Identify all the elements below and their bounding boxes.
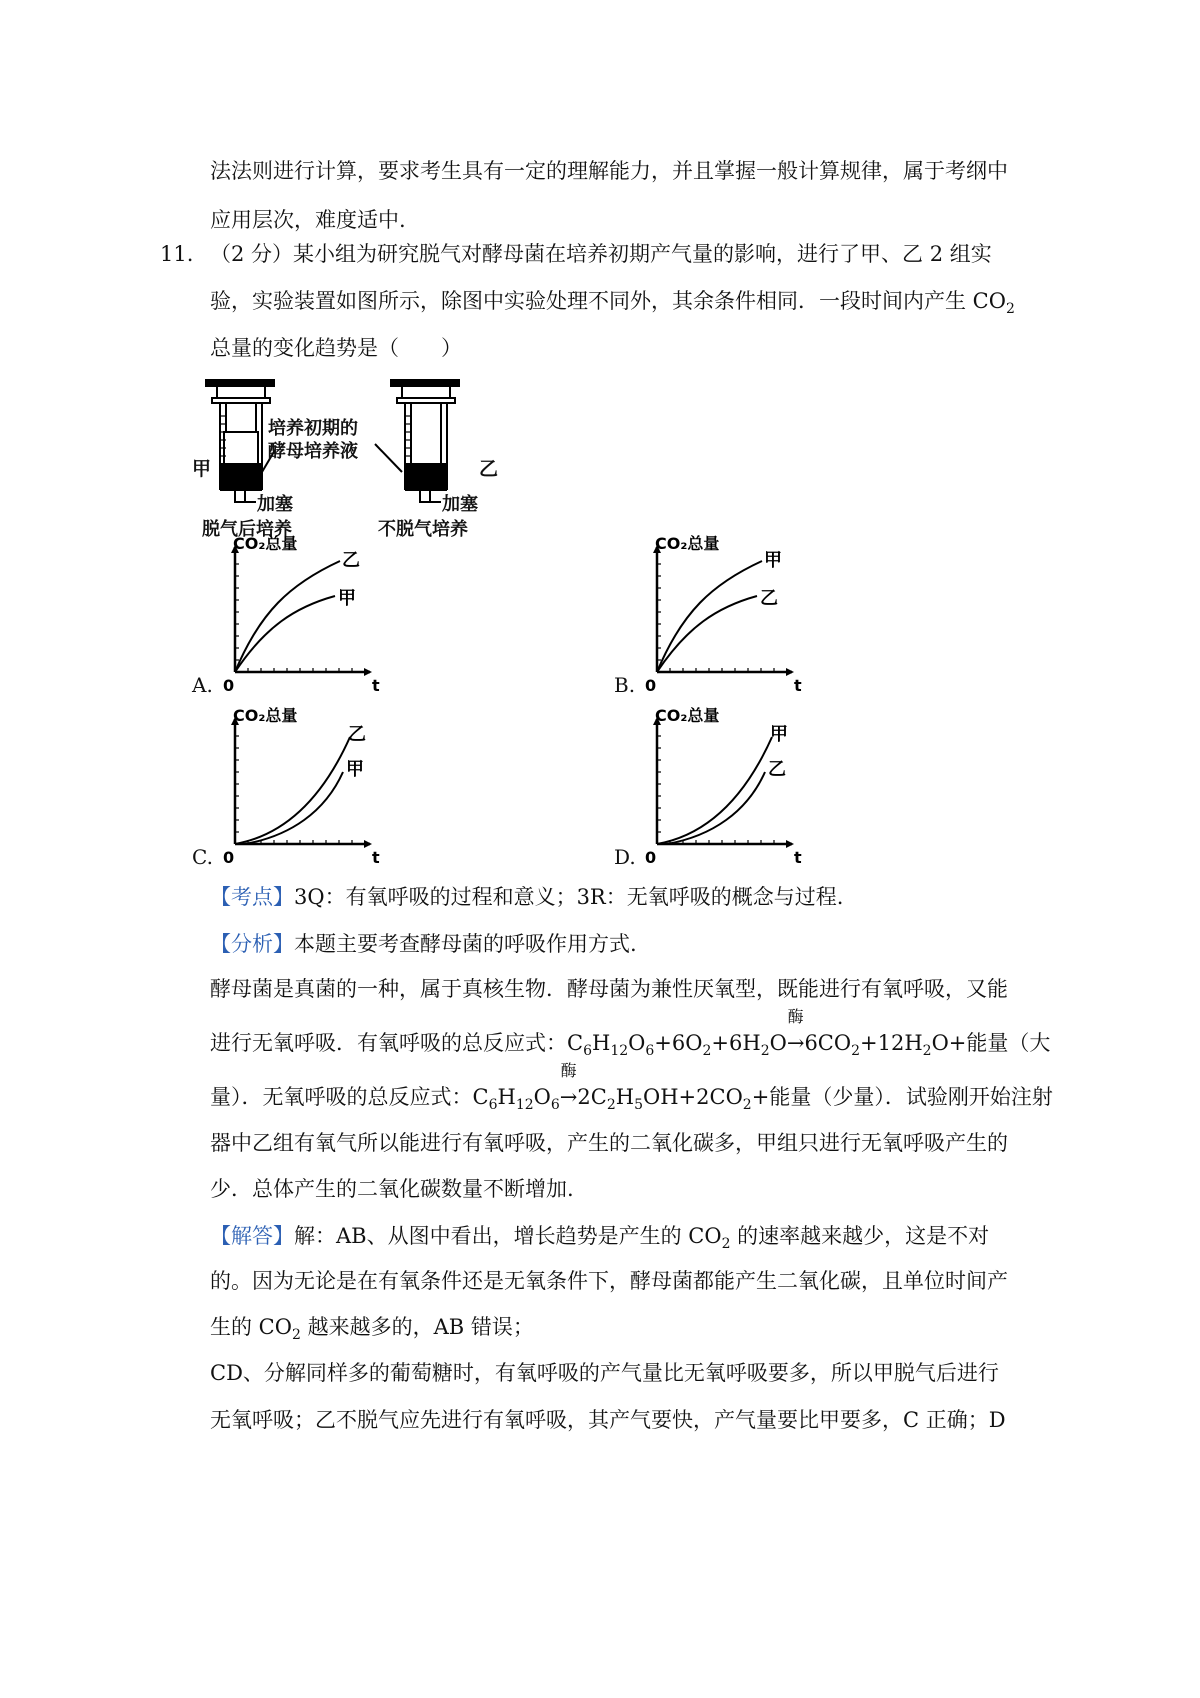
callout-text: 酵母培养液	[268, 441, 358, 462]
curve-bottom	[657, 596, 757, 672]
analysis-line: 量）．无氧呼吸的总反应式：$C_6H_{12}O_6\to$ 酶 $2C_2H_5OH+2CO_2+$能量（少量）．试验刚开始注射	[210, 1061, 1053, 1113]
y-axis-label: CO₂总量	[655, 707, 720, 725]
curve-label-bottom: 甲	[338, 588, 356, 609]
x-axis-arrow	[364, 668, 372, 676]
jieda-line: CD、分解同样多的葡萄糖时，有氧呼吸的产气量比无氧呼吸要多，所以甲脱气后进行	[210, 1361, 999, 1385]
x-axis-label: t	[372, 848, 380, 867]
curve-label-top: 甲	[770, 724, 788, 745]
apparatus-figure	[190, 372, 530, 542]
syringe-left	[206, 380, 274, 502]
option-letter: A.	[192, 673, 213, 697]
option-d-graph	[612, 707, 812, 877]
graph-svg	[190, 535, 390, 705]
option-b-graph	[612, 535, 812, 705]
question-text: （2 分）某小组为研究脱气对酵母菌在培养初期产气量的影响，进行了甲、乙 2 组实	[210, 242, 992, 266]
kaodian-tag: 【考点】	[210, 885, 294, 909]
jieda-tag: 【解答】	[210, 1224, 294, 1248]
group-label-left: 甲	[192, 458, 212, 480]
x-axis-arrow	[786, 668, 794, 676]
curve-bottom	[235, 596, 335, 672]
text-line: 应用层次，难度适中.	[210, 208, 406, 232]
y-axis-label: CO₂总量	[233, 535, 298, 553]
option-letter: D.	[614, 845, 636, 869]
option-letter: C.	[192, 845, 213, 869]
curve-label-bottom: 乙	[768, 759, 786, 780]
y-axis-label: CO₂总量	[233, 707, 298, 725]
analysis-line: 器中乙组有氧气所以能进行有氧呼吸，产生的二氧化碳多，甲组只进行无氧呼吸产生的	[210, 1131, 1008, 1155]
caption-right: 不脱气培养	[378, 519, 468, 540]
origin-label: 0	[645, 676, 657, 695]
graph-svg	[612, 707, 812, 877]
fenxi-tag: 【分析】	[210, 932, 294, 956]
syringe-right	[391, 380, 459, 502]
origin-label: 0	[645, 848, 657, 867]
jieda-line: 无氧呼吸；乙不脱气应先进行有氧呼吸，其产气要快，产气量要比甲要多，C 正确；D	[210, 1408, 1006, 1432]
analysis-line: 少．总体产生的二氧化碳数量不断增加.	[210, 1177, 574, 1201]
jieda-line: 生的 $CO_2$ 越来越多的，AB 错误；	[210, 1315, 534, 1343]
question-number: 11.	[160, 242, 194, 266]
question-text: 验，实验装置如图所示，除图中实验处理不同外，其余条件相同．一段时间内产生 $CO_2$	[210, 289, 1015, 317]
curve-bottom	[245, 772, 343, 844]
x-axis-label: t	[794, 848, 802, 867]
callout-text: 培养初期的	[268, 418, 358, 439]
option-a-graph	[190, 535, 390, 705]
plug-label: 加塞	[257, 494, 293, 515]
curve-label-top: 乙	[348, 724, 366, 745]
x-axis-arrow	[364, 840, 372, 848]
text-line: 法法则进行计算，要求考生具有一定的理解能力，并且掌握一般计算规律，属于考纲中	[210, 159, 1008, 183]
curve-label-bottom: 乙	[760, 588, 778, 609]
jieda-line: 【解答】解：AB、从图中看出，增长趋势是产生的 $CO_2$ 的速率越来越少，这是不对	[210, 1224, 990, 1252]
x-axis-arrow	[786, 840, 794, 848]
option-letter: B.	[614, 673, 636, 697]
jieda-line: 的。因为无论是在有氧条件还是无氧条件下，酵母菌都能产生二氧化碳，且单位时间产	[210, 1269, 1008, 1293]
origin-label: 0	[223, 676, 235, 695]
curve-label-bottom: 甲	[346, 759, 364, 780]
plug-label: 加塞	[442, 494, 478, 515]
graph-svg	[612, 535, 812, 705]
option-c-graph	[190, 707, 390, 877]
curve-label-top: 甲	[764, 550, 782, 571]
analysis-line: 酵母菌是真菌的一种，属于真核生物．酵母菌为兼性厌氧型，既能进行有氧呼吸，又能	[210, 977, 1008, 1001]
fenxi-line: 【分析】本题主要考查酵母菌的呼吸作用方式.	[210, 932, 637, 956]
curve-label-top: 乙	[342, 550, 360, 571]
y-axis-label: CO₂总量	[655, 535, 720, 553]
origin-label: 0	[223, 848, 235, 867]
x-axis-label: t	[372, 676, 380, 695]
curve-bottom	[667, 772, 765, 844]
question-text: 总量的变化趋势是（ ）	[210, 336, 462, 360]
group-label-right: 乙	[479, 458, 499, 480]
graph-svg	[190, 707, 390, 877]
kaodian-line: 【考点】3Q：有氧呼吸的过程和意义；3R：无氧呼吸的概念与过程.	[210, 885, 844, 909]
caption-left: 脱气后培养	[202, 519, 292, 540]
analysis-line: 进行无氧呼吸．有氧呼吸的总反应式：$C_6H_{12}O_6+6O_2+6H_2O\to$ 酶 $6CO_2+12H_2O+$能量（大	[210, 1007, 1051, 1059]
x-axis-label: t	[794, 676, 802, 695]
